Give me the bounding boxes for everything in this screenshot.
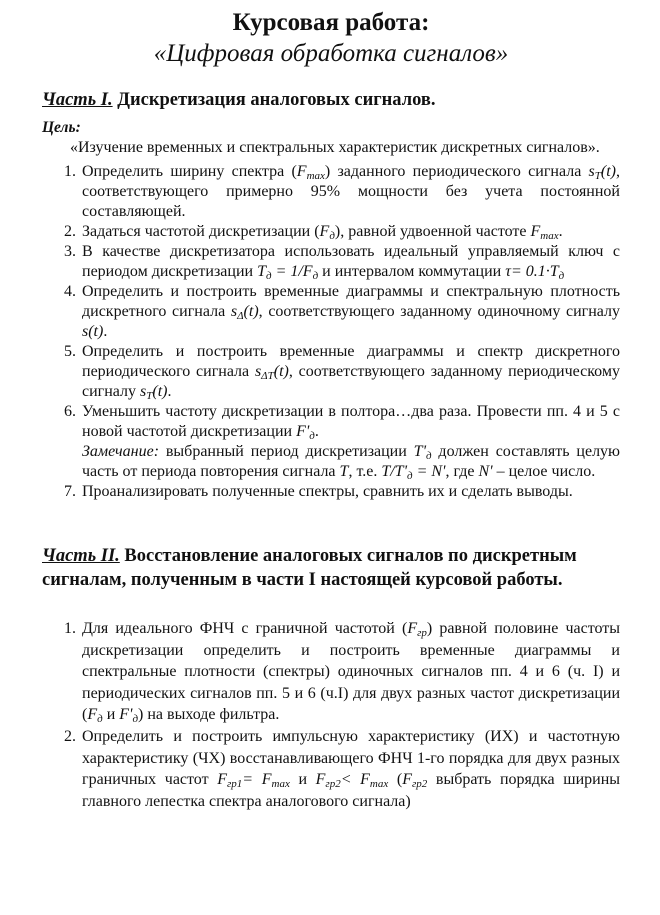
task-item xyxy=(80,162,620,222)
subscript-text: д xyxy=(97,713,103,726)
task-text: , соответствующего заданному периодическому сигналу xyxy=(82,363,621,400)
part-1-section xyxy=(42,88,620,502)
italic-text: Замечание: xyxy=(82,443,160,460)
subscript-text: Δ xyxy=(237,310,244,322)
italic-text: F xyxy=(87,706,98,724)
task-text: , т.е. xyxy=(348,463,382,480)
document-subtitle: «Цифровая обработка сигналов» xyxy=(153,40,509,67)
italic-text: T xyxy=(257,263,266,280)
subscript-text: гр1 xyxy=(227,778,243,791)
italic-text: F xyxy=(530,223,541,240)
italic-text: s xyxy=(254,363,262,380)
task-text: ) на выходе фильтра. xyxy=(138,706,280,724)
subscript-text: д xyxy=(132,713,139,726)
task-item xyxy=(80,726,620,812)
italic-text: = N' xyxy=(412,463,446,480)
italic-text: τ= 0.1·T xyxy=(505,263,559,280)
goal-text: «Изучение временных и спектральных характеристик дискретных сигналов». xyxy=(70,139,600,156)
part-2-title: Восстановление аналоговых сигналов по дискретным сигналам, полученным в части I настоящей курсовой работы. xyxy=(42,546,577,590)
subscript-text: д xyxy=(558,270,565,282)
subscript-text: гр xyxy=(417,627,427,639)
task-text: – целое число. xyxy=(492,463,596,480)
subscript-text: д xyxy=(265,270,272,282)
task-text: Определить и построить временные диаграммы и спектр дискретного периодического сигнала xyxy=(82,343,620,380)
subscript-text: д xyxy=(426,450,432,462)
task-item xyxy=(80,282,620,342)
task-text: . xyxy=(314,423,319,440)
subscript-text: д xyxy=(329,230,335,242)
task-text: Определить и построить импульсную характеристику (ИХ) и частотную характеристику (ЧХ) восстанавливающего ФНЧ 1-го порядка для двух разных граничных частот xyxy=(82,727,620,789)
subscript-text: max xyxy=(306,170,325,182)
task-item xyxy=(80,402,620,482)
italic-text: F xyxy=(217,771,227,789)
italic-text: = F xyxy=(242,771,272,789)
italic-text: s xyxy=(230,303,238,320)
subscript-text: д xyxy=(312,270,319,282)
italic-text: s xyxy=(588,163,595,180)
italic-text: F xyxy=(402,771,412,789)
part-1-task-list xyxy=(42,162,620,502)
italic-text: F' xyxy=(296,423,310,440)
subscript-text: гр2 xyxy=(411,778,428,791)
italic-text: s xyxy=(140,383,147,400)
task-text: ( xyxy=(388,771,403,789)
italic-text: s(t) xyxy=(82,323,104,340)
italic-text: = 1/F xyxy=(271,263,313,280)
part-2-heading xyxy=(42,544,620,592)
subscript-text: T xyxy=(594,170,601,182)
task-text: Уменьшить частоту дискретизации в полтора…два раза. Провести пп. 4 и 5 с новой частотой дискретизации xyxy=(82,403,620,440)
task-item xyxy=(80,222,620,242)
subscript-text: max xyxy=(369,778,389,791)
task-text: и xyxy=(289,771,316,789)
task-item xyxy=(80,482,620,502)
task-text: Для идеального ФНЧ с граничной частотой ( xyxy=(82,620,408,637)
task-item xyxy=(80,618,620,726)
task-text: ) равной половине частоты дискретизации определить и построить временные диаграммы и спектральные плотности (спектры) одиночных сигналов пп. 4 и 6 (ч. I) и периодических сигналов пп. 5 и 6 (ч.I) для двух разных частот дискретизации ( xyxy=(82,620,621,724)
part-2-task-list xyxy=(42,618,620,812)
subscript-text: д xyxy=(407,470,413,482)
italic-text: F xyxy=(315,771,326,789)
task-text: и xyxy=(102,706,120,724)
italic-text: T xyxy=(339,463,349,480)
subscript-text: max xyxy=(271,778,290,791)
italic-text: (t) xyxy=(243,303,259,320)
italic-text: T/T' xyxy=(381,463,407,480)
part-2-label: Часть II. xyxy=(42,546,120,566)
italic-text: F xyxy=(407,620,418,637)
subscript-text: гр2 xyxy=(325,778,341,791)
task-text: Задаться частотой дискретизации ( xyxy=(82,223,320,240)
italic-text: (t) xyxy=(273,363,289,380)
task-text: и интервалом коммутации xyxy=(318,263,506,280)
task-text: , где xyxy=(445,463,479,480)
task-text: Определить и построить временные диаграммы и спектральную плотность дискретного сигнала xyxy=(82,283,620,320)
task-text: выбрать порядка ширины главного лепестка спектра аналогового сигнала) xyxy=(82,771,621,810)
part-1-title: Дискретизация аналоговых сигналов. xyxy=(112,90,436,110)
task-text: . xyxy=(103,323,108,340)
italic-text: F xyxy=(319,223,330,240)
task-text: , соответствующего примерно 95% мощности без учета постоянной составляющей. xyxy=(82,163,621,220)
task-text: должен составлять целую часть от периода повторения сигнала xyxy=(82,443,621,480)
subscript-text: T xyxy=(146,390,153,402)
part-2-section xyxy=(42,544,620,812)
italic-text: (t) xyxy=(600,163,617,180)
task-text: Определить ширину спектра ( xyxy=(82,163,297,180)
task-text: . xyxy=(167,383,172,400)
document-title: Курсовая работа: xyxy=(232,9,430,36)
subscript-text: д xyxy=(309,430,315,442)
task-text: выбранный период дискретизации xyxy=(159,443,414,460)
task-text: . xyxy=(558,223,563,240)
italic-text: (t) xyxy=(152,383,168,400)
task-text: , соответствующего заданному одиночному сигналу xyxy=(258,303,621,320)
task-text: В качестве дискретизатора использовать идеальный управляемый ключ с периодом дискретизации xyxy=(82,243,620,280)
task-item xyxy=(80,242,620,282)
part-1-heading xyxy=(42,88,620,112)
italic-text: F xyxy=(296,163,307,180)
subscript-text: max xyxy=(540,230,559,242)
italic-text: F' xyxy=(119,706,133,724)
italic-text: T' xyxy=(413,443,426,460)
part-1-label: Часть I. xyxy=(42,90,113,110)
task-text: ) заданного периодического сигнала xyxy=(324,163,589,180)
italic-text: < F xyxy=(340,771,370,789)
task-text: Проанализировать полученные спектры, сравнить их и сделать выводы. xyxy=(82,483,573,500)
goal-label: Цель: xyxy=(42,119,81,136)
italic-text: N' xyxy=(478,463,493,480)
subscript-text: ΔT xyxy=(261,370,274,382)
task-text: ), равной удвоенной частоте xyxy=(334,223,531,240)
task-item xyxy=(80,342,620,402)
